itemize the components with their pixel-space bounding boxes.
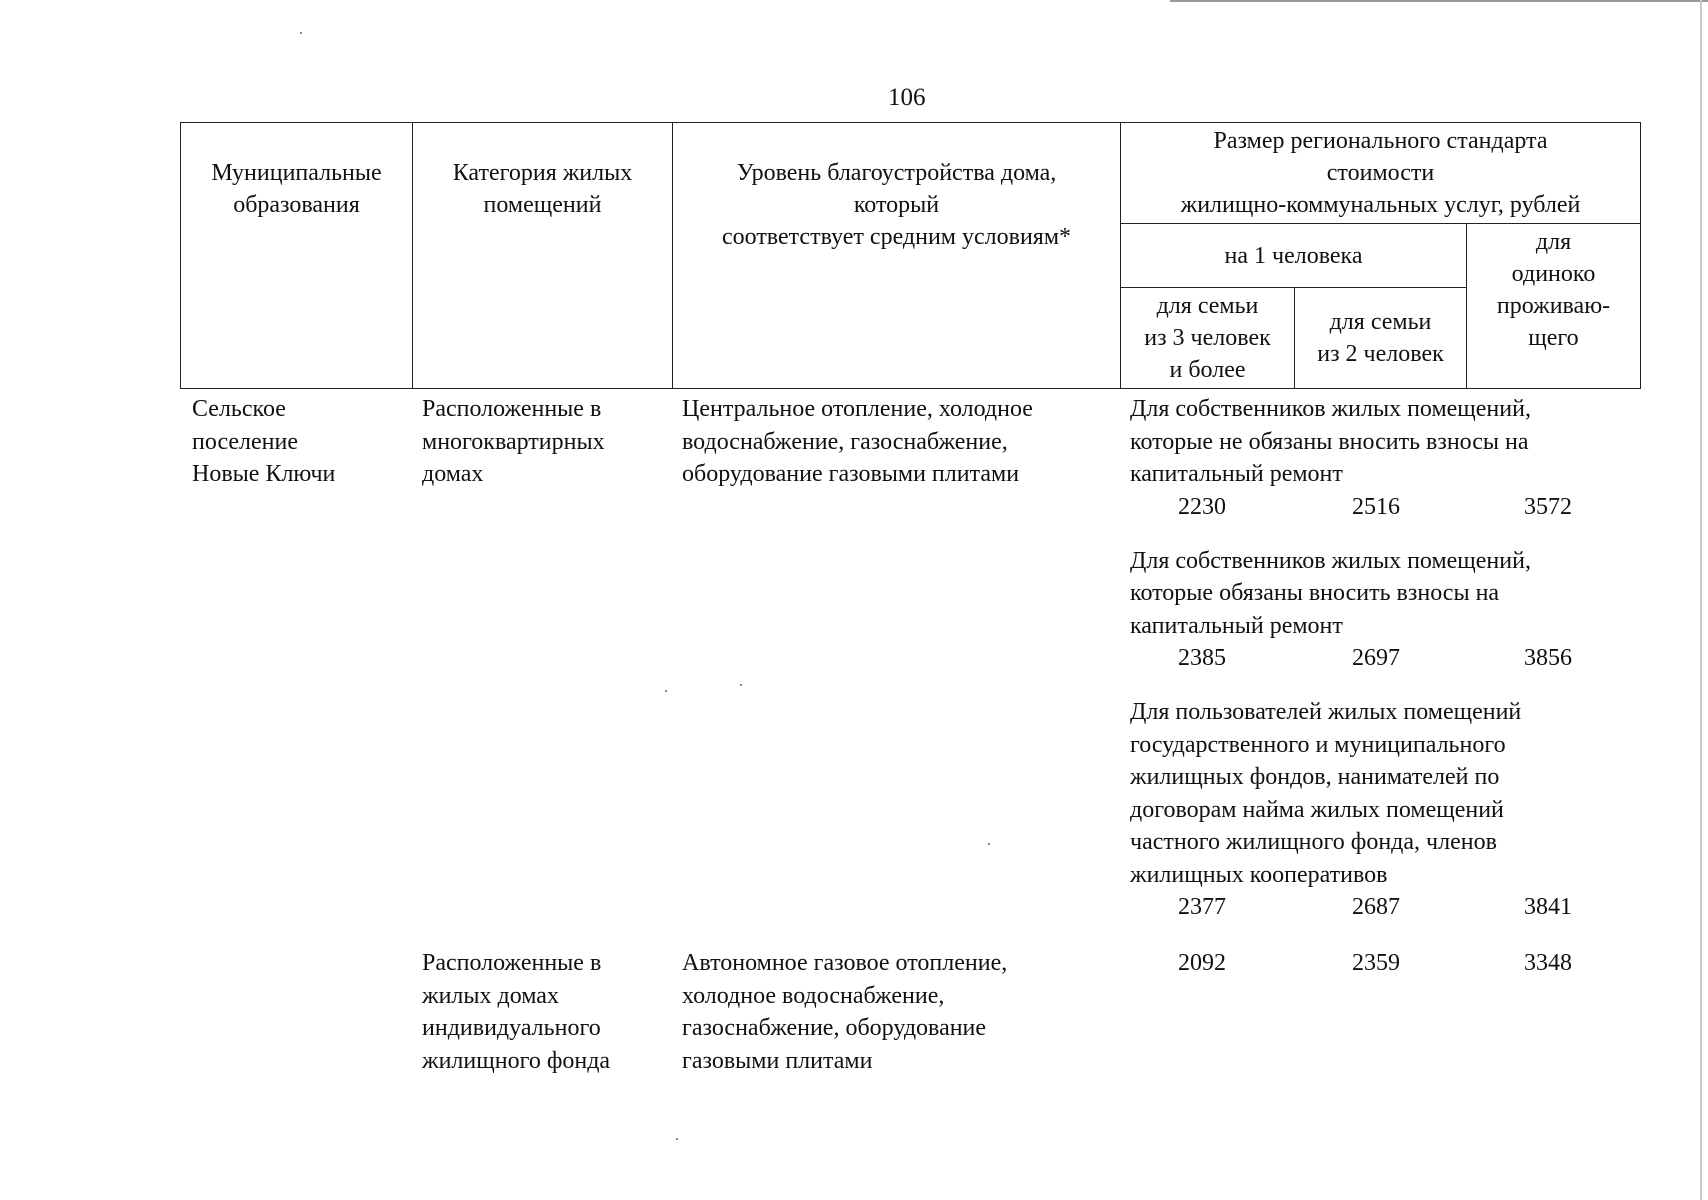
value-family-2: 2516: [1352, 493, 1400, 520]
value-family-2: 2697: [1352, 645, 1400, 671]
values-cell: [1130, 393, 1640, 923]
value-family-3: 2092: [1178, 950, 1226, 976]
level-cell: Центральное отопление, холодное водоснабжение, газоснабжение, оборудование газовыми плитами: [682, 396, 1033, 487]
scan-speck: [665, 690, 667, 692]
scan-speck: [988, 843, 990, 845]
standard-cost-table: [180, 122, 1640, 1074]
page-number: 106: [888, 84, 926, 111]
values-cell: [1130, 947, 1640, 979]
level-cell: Автономное газовое отопление, холодное водоснабжение, газоснабжение, оборудование газовыми плитами: [682, 950, 1008, 1074]
header-municipalities: Муниципальные образования: [181, 123, 413, 389]
category-cell: Расположенные в многоквартирных домах: [422, 396, 605, 487]
header-category: Категория жилых помещений: [413, 123, 673, 389]
scan-edge-line-right: [1700, 0, 1702, 1200]
header-single-resident: для одиноко проживаю- щего: [1467, 224, 1641, 389]
values-line: [1130, 642, 1640, 674]
header-family-3: для семьи из 3 человек и более: [1121, 288, 1295, 389]
header-family-2: для семьи из 2 человек: [1295, 288, 1467, 389]
category-cell: Расположенные в жилых домах индивидуального жилищного фонда: [422, 950, 611, 1074]
value-family-3: 2377: [1178, 894, 1226, 920]
value-single: 3572: [1524, 493, 1572, 520]
tenant-group: Для пользователей жилых помещений государственного и муниципального жилищных фондов, нанимателей по договорам найма жилых помещений частного жилищного фонда, членов жилищных кооперативов 2377 2687 3841: [1130, 696, 1640, 923]
scan-speck: [740, 684, 742, 686]
values-line: [1130, 491, 1640, 523]
values-line: [1130, 947, 1640, 979]
header-standard-size: Размер регионального стандарта стоимости жилищно-коммунальных услуг, рублей: [1121, 123, 1641, 224]
values-line: [1130, 891, 1640, 923]
header-per-person: на 1 человека: [1121, 224, 1467, 288]
municipality-cell: Сельское поселение Новые Ключи: [192, 396, 336, 487]
scan-speck: [676, 1138, 678, 1140]
value-family-2: 2359: [1352, 950, 1400, 976]
value-family-2: 2687: [1352, 894, 1400, 920]
value-single: 3841: [1524, 894, 1572, 920]
owner-group-no-repair: Для собственников жилых помещений, которые не обязаны вносить взносы на капитальный ремонт 2230 2516 3572: [1130, 393, 1640, 523]
value-family-3: 2385: [1178, 645, 1226, 671]
owner-group-repair: Для собственников жилых помещений, которые обязаны вносить взносы на капитальный ремонт 2385 2697 3856: [1130, 545, 1640, 675]
table-header: [180, 122, 1641, 389]
scan-edge-line: [1170, 0, 1708, 2]
value-single: 3348: [1524, 950, 1572, 976]
header-level: Уровень благоустройства дома, который соответствует средним условиям*: [673, 123, 1121, 389]
value-family-3: 2230: [1178, 493, 1226, 520]
scan-speck: [300, 32, 302, 34]
value-single: 3856: [1524, 645, 1572, 671]
